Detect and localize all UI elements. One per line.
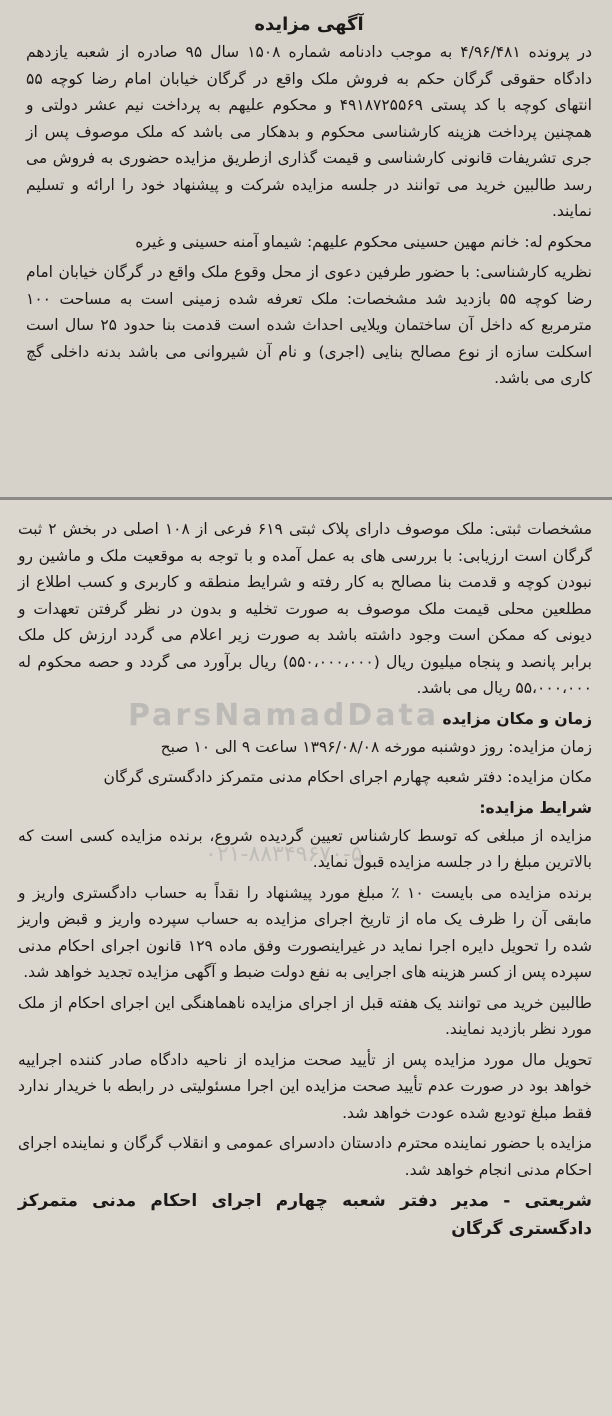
auction-time: زمان مزایده: روز دوشنبه مورخه ۱۳۹۶/۰۸/۰۸ ساعت ۹ الی ۱۰ صبح (160, 737, 592, 756)
watermark-brand: ParsNamadData (128, 698, 440, 733)
notice-parties: محکوم له: خانم مهین حسینی محکوم علیهم: شیماو آمنه حسینی و غیره (135, 232, 592, 251)
notice-title: آگهی مزایده (254, 14, 364, 35)
notice-clip-bottom (0, 500, 612, 1416)
notice-registration-details: مشخصات ثبتی: ملک موصوف دارای پلاک ثبتی ۶۱۹ فرعی از ۱۰۸ اصلی در بخش ۲ ثبت گرگان است ارزیابی: با بررسی های به عمل آمده و با توجه به موقعیت ملک و ماشین رو نبودن کوچه و قدمت بنا مصالح به کار رفته و شرایط منطقه و کاربری و کسب اطلاع از مطلعین محلی قیمت ملک موصوف به صورت تخلیه و بدون در نظر گرفتن تعهدات و دیونی که ممکن است وجود داشته باشد به صورت زیر اعلام می گردد ارزش کل ملک برابر پانصد و پنجاه میلیون ریال (۵۵۰،۰۰۰،۰۰۰) ریال برآورد می گردد و حصه محکوم له ۵۵،۰۰۰،۰۰۰ ریال می باشد. (18, 520, 593, 697)
heading-conditions: شرایط مزایده: (479, 798, 592, 817)
notice-paragraph-intro: در پرونده ۴/۹۶/۴۸۱ به موجب دادنامه شماره ۱۵۰۸ سال ۹۵ صادره از شعبه یازدهم دادگاه حقوقی گرگان حکم به فروش ملک واقع در گرگان خیابان امام رضا کوچه ۵۵ انتهای کوچه با کد پستی ۴۹۱۸۷۲۵۵۶۹ و محکوم علیهم به پرداخت نیم عشر دولتی و همچنین پرداخت هزینه کارشناسی محکوم و بدهکار می باشد که ملک موصوف پس از جری تشریفات قانونی کارشناسی و قیمت گذاری ازطریق مزایده حضوری به فروش می رسد طالبین خرید می توانند در جلسه مزایده شرکت و پیشنهاد خود را ارائه و تسلیم نمایند. (26, 43, 592, 220)
heading-time-place: زمان و مکان مزایده (442, 709, 592, 728)
watermark-phone: ۰۲۱-۸۸۳۴۹۶۷۰-۵ (205, 842, 363, 867)
condition-1: مزایده از مبلغی که توسط کارشناس تعیین گردیده شروع، برنده مزایده کسی است که بالاترین مبلغ را در جلسه مزایده قبول نماید. (18, 826, 592, 871)
condition-5: مزایده با حضور نماینده محترم دادستان دادسرای عمومی و انقلاب گرگان و نماینده اجرای احکام مدنی انجام خواهد شد. (18, 1134, 592, 1179)
condition-2: برنده مزایده می بایست ۱۰ ٪ مبلغ مورد پیشنهاد را نقداً به حساب دادگستری واریز و مابقی آن را ظرف یک ماه از تاریخ اجرای مزایده به حساب سپرده واریز و قبض واریز شده را تحویل دایره اجرا نماید در غیراینصورت وفق ماده ۱۲۹ قانون اجرای احکام مدنی سپرده پس از کسر هزینه های اجرایی به نفع دولت ضبط و آگهی مزایده تجدید خواهد شد. (18, 883, 593, 981)
signature: شریعتی - مدیر دفتر شعبه چهارم اجرای احکام مدنی متمرکز دادگستری گرگان (18, 1191, 592, 1239)
notice-expert-opinion: نظریه کارشناسی: با حضور طرفین دعوی از محل وقوع ملک واقع در گرگان خیابان امام رضا کوچه ۵۵ بازدید شد مشخصات: ملک تعرفه شده زمینی است به مساحت ۱۰۰ مترمربع که داخل آن ساختمان ویلایی احداث شده است قدمت بنا حدود ۲۵ سال است اسکلت سازه از نوع مصالح بنایی (اجری) و نام آن شیروانی می باشد بدنه داخلی گچ کاری می باشد. (26, 263, 592, 387)
condition-3: طالبین خرید می توانند یک هفته قبل از اجرای مزایده ناهماهنگی این اجرای احکام از ملک مورد نظر بازدید نمایند. (18, 993, 592, 1038)
auction-place: مکان مزایده: دفتر شعبه چهارم اجرای احکام مدنی متمرکز دادگستری گرگان (103, 768, 592, 786)
condition-4: تحویل مال مورد مزایده پس از تأیید صحت مزایده از ناحیه دادگاه صادر کننده اجراییه خواهد بود در صورت عدم تأیید صحت مزایده این اجرا مسئولیتی در رابطه با خریدار ندارد فقط مبلغ تودیع شده عودت خواهد شد. (18, 1050, 592, 1122)
notice-clip-top (0, 0, 612, 497)
